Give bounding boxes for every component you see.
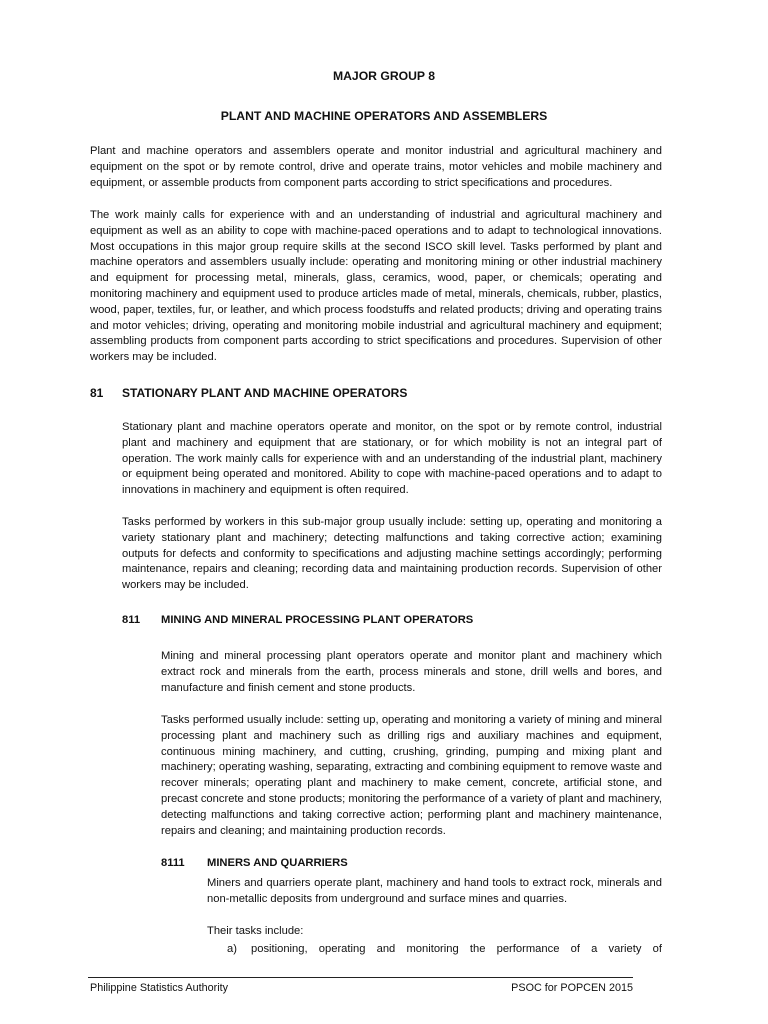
section-81-code: 81: [90, 386, 104, 400]
task-a-marker: a): [227, 943, 237, 955]
intro-paragraph: Plant and machine operators and assemblers operate and monitor industrial and agricultural machinery and equipment on the spot or by remote control, drive and operate trains, motor vehicles and mobile machinery and equipment, or assemble products from component parts according to strict specifications and procedures.: [90, 145, 662, 189]
section-8111-title: MINERS AND QUARRIERS: [207, 857, 348, 869]
section-81-paragraph-2: Tasks performed by workers in this sub-major group usually include: setting up, operating and monitoring a variety stationary plant and machinery; detecting malfunctions and taking corrective action; examining outputs for defects and conformity to specifications and adjusting machine settings accordingly; performing maintenance, repairs and cleaning; recording data and maintaining production records. Supervision of other workers may be included.: [122, 516, 662, 592]
page-title: PLANT AND MACHINE OPERATORS AND ASSEMBLERS: [220, 109, 548, 123]
footer-divider: [88, 977, 633, 978]
section-81-paragraph-1: Stationary plant and machine operators operate and monitor, on the spot or by remote control, industrial plant and machinery and equipment that are stationary, or for which mobility is not an integral part of operation. The work mainly calls for experience with and an understanding of the industrial plant, machinery or equipment being operated and monitored. Ability to cope with machine-paced operations and to adapt to innovations in machinery and equipment is often required.: [122, 421, 662, 497]
section-8111-paragraph: Miners and quarriers operate plant, machinery and hand tools to extract rock, minerals and non-metallic deposits from underground and surface mines and quarries.: [207, 877, 662, 905]
section-811-paragraph-2: Tasks performed usually include: setting up, operating and monitoring a variety of mining and mineral processing plant and machinery such as drilling rigs and auxiliary machines and equipment, continuous mining machinery, and cutting, crushing, grinding, pumping and mixing plant and machinery; operating washing, separating, extracting and combining equipment to remove waste and recover minerals; operating plant and machinery to make cement, concrete, artificial stone, and precast concrete and stone products; monitoring the performance of a variety of plant and machinery, detecting malfunctions and taking corrective action; performing plant and machinery maintenance, repairs and cleaning; and maintaining production records.: [161, 714, 662, 837]
section-811-code: 811: [122, 614, 141, 626]
section-811-title: MINING AND MINERAL PROCESSING PLANT OPERATORS: [161, 614, 474, 626]
major-group-heading: MAJOR GROUP 8: [332, 69, 436, 83]
section-8111-code: 8111: [161, 857, 185, 869]
tasks-intro: Their tasks include:: [207, 925, 304, 937]
work-paragraph: The work mainly calls for experience with and an understanding of industrial and agricultural machinery and equipment as well as an ability to cope with machine-paced operations and to adapt to technological innovations. Most occupations in this major group require skills at the second ISCO skill level. Tasks performed by plant and machine operators and assemblers usually include: operating and monitoring mining or other industrial machinery and equipment for processing metal, minerals, glass, ceramics, wood, paper, or chemicals; operating and monitoring machinery and equipment used to produce articles made of metal, minerals, chemicals, rubber, plastics, wood, paper, textiles, fur, or leather, and which process foodstuffs and related products; driving and operating trains and motor vehicles; driving, operating and monitoring mobile industrial and agricultural machinery and equipment; assembling products from component parts according to strict specifications and procedures. Supervision of other workers may be included.: [90, 209, 662, 364]
footer-right: PSOC for POPCEN 2015: [511, 982, 633, 994]
task-a-text: positioning, operating and monitoring the performance of a variety of: [251, 943, 662, 955]
section-81-title: STATIONARY PLANT AND MACHINE OPERATORS: [122, 386, 408, 400]
footer-left: Philippine Statistics Authority: [90, 982, 229, 994]
section-811-paragraph-1: Mining and mineral processing plant operators operate and monitor plant and machinery which extract rock and minerals from the earth, process minerals and stone, drill wells and bores, and manufacture and finish cement and stone products.: [161, 650, 662, 694]
